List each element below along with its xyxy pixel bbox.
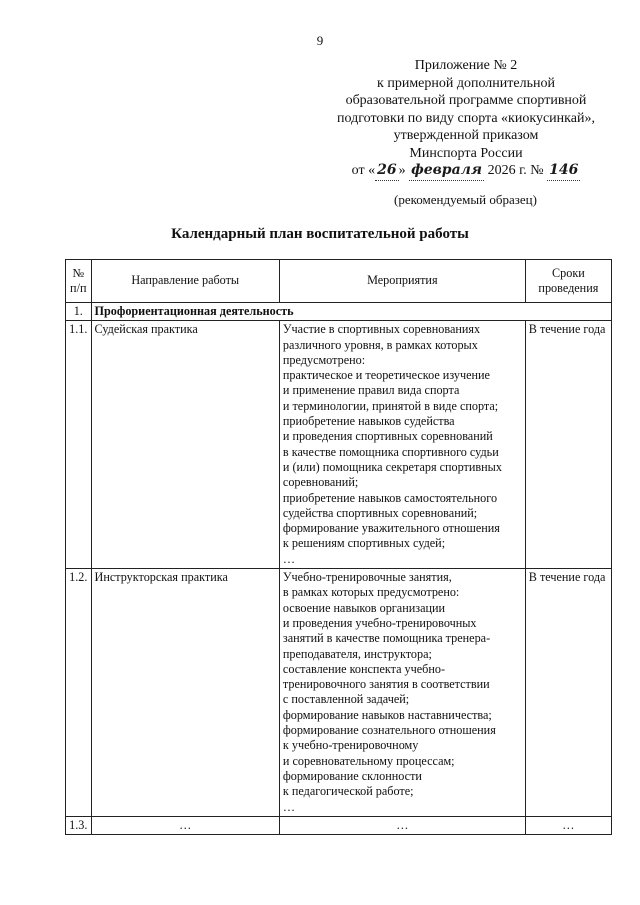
sample-note: (рекомендуемый образец) [394,192,537,207]
activity-line: и проведения спортивных соревнований [282,429,493,444]
row-direction: Инструкторская практика [91,569,279,817]
date-prefix: от « [351,163,376,178]
row-activities [279,569,525,817]
activity-line: к решениям спортивных судей; [282,536,446,551]
row-num: 1.3. [66,816,92,834]
activity-line: формирование сознательного отношения [282,723,496,738]
handwritten-month: февраля [409,162,484,181]
activity-line: и соревновательному процессам; [282,753,455,768]
activity-line: предусмотрено: [282,352,366,367]
activity-line: в рамках которых предусмотрено: [282,585,460,600]
activity-line: и терминологии, принятой в виде спорта; [282,398,499,413]
activity-line: освоение навыков организации [282,600,446,615]
page-number: 9 [316,33,324,48]
activity-line: к педагогической работе; [282,784,414,799]
row-activities [279,816,525,834]
table-row [66,816,612,834]
activity-line: занятий в качестве помощника тренера- [282,631,491,646]
handwritten-order-number: 146 [547,162,580,181]
row-timing: … [525,816,611,834]
row-num: 1.1. [66,321,92,569]
plan-table [65,259,612,835]
section-row [66,303,612,321]
header-activities: Мероприятия [279,260,525,303]
activity-line: формирование склонности [282,768,422,783]
activity-line: и применение правил вида спорта [282,383,460,398]
row-activities [279,321,525,569]
row-num: 1.2. [66,569,92,817]
appendix-line: подготовки по виду спорта «киокусинкай», [337,110,595,126]
appendix-line: Минспорта России [409,145,523,161]
row-timing: В течение года [525,569,611,817]
activity-line: … [282,551,296,566]
appendix-line: Приложение № 2 [414,58,518,73]
activity-line: соревнований; [282,475,359,490]
activity-line: приобретение навыков самостоятельного [282,490,498,505]
activity-line: и проведения учебно-тренировочных [282,615,477,630]
date-mid: » [398,163,406,178]
section-title: Профориентационная деятельность [91,303,611,321]
table-row [66,321,612,569]
activity-line: судейства спортивных соревнований; [282,505,478,520]
row-timing: В течение года [525,321,611,569]
activity-line: практическое и теоретическое изучение [282,368,490,383]
order-date-line [318,162,614,181]
activity-line: Учебно-тренировочные занятия, [282,570,452,585]
row-direction: … [91,816,279,834]
header-num: № п/п [66,260,92,303]
activity-line: приобретение навыков судейства [282,414,455,429]
activity-line: к учебно-тренировочному [282,738,419,753]
appendix-line: образовательной программе спортивной [345,93,587,108]
header-timing: Сроки проведения [525,260,611,303]
activity-line: тренировочного занятия в соответствии [282,677,490,692]
activity-line: преподавателя, инструктора; [282,646,432,661]
handwritten-day: 26 [375,162,398,181]
document-title: Календарный план воспитательной работы [171,226,469,242]
activity-line: Участие в спортивных соревнованиях [282,322,481,337]
year-text: 2026 г. № [487,163,544,178]
activity-line: формирование навыков наставничества; [282,707,492,722]
table-header-row [66,260,612,303]
activity-line: формирование уважительного отношения [282,521,500,536]
activity-line: и (или) помощника секретаря спортивных [282,459,502,474]
activity-line: составление конспекта учебно- [282,661,446,676]
table-row [66,569,612,817]
appendix-line: к примерной дополнительной [377,75,555,91]
activity-line: … [282,799,296,814]
activity-line: в качестве помощника спортивного судьи [282,444,499,459]
activity-line: … [396,817,409,832]
header-direction: Направление работы [91,260,279,303]
row-direction: Судейская практика [91,321,279,569]
activity-line: различного уровня, в рамках которых [282,337,478,352]
section-num: 1. [66,303,92,321]
activity-line: с поставленной задачей; [282,692,410,707]
appendix-block [318,57,614,181]
appendix-line: утвержденной приказом [393,128,539,143]
